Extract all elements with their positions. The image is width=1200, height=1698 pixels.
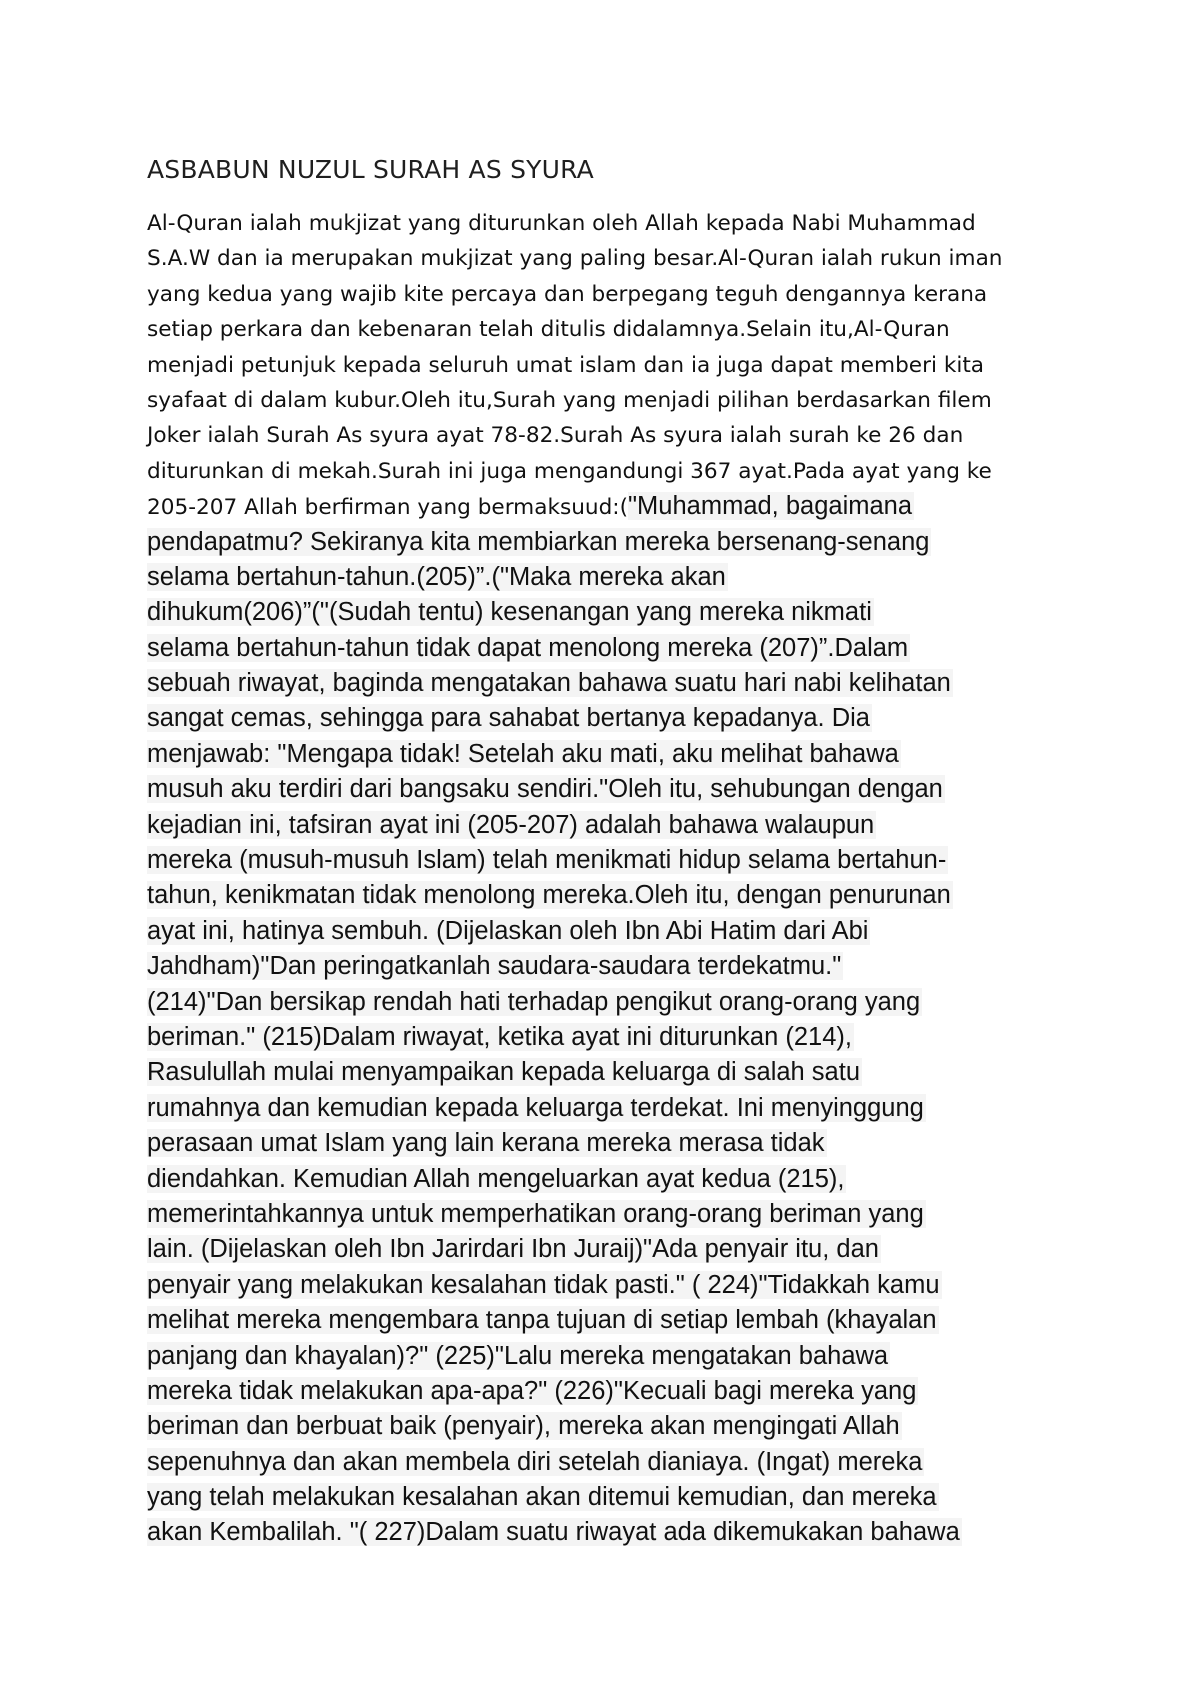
body-text-line: [147, 1445, 1157, 1480]
body-text-line: [147, 1055, 1157, 1090]
body-text-line: [147, 878, 1157, 913]
text-segment: musuh aku terdiri dari bangsaku sendiri."Oleh itu, sehubungan dengan: [147, 775, 943, 804]
text-segment: diendahkan. Kemudian Allah mengeluarkan ayat kedua (215),: [147, 1164, 845, 1193]
document-body: [147, 206, 1157, 1551]
text-segment: beriman dan berbuat baik (penyair), mereka akan mengingati Allah: [147, 1412, 900, 1441]
text-segment: sepenuhnya dan akan membela diri setelah dianiaya. (Ingat) mereka: [147, 1447, 923, 1476]
text-segment: menjadi petunjuk kepada seluruh umat islam dan ia juga dapat memberi kita: [147, 352, 985, 378]
body-text-line: [147, 454, 1157, 489]
body-text-line: [147, 1303, 1157, 1338]
body-text-line: [147, 418, 1157, 453]
text-segment: penyair yang melakukan kesalahan tidak pasti." ( 224)"Tidakkah kamu: [147, 1270, 940, 1299]
text-segment: Rasulullah mulai menyampaikan kepada keluarga di salah satu: [147, 1058, 861, 1087]
body-text-line: [147, 206, 1157, 241]
body-text-line: [147, 1409, 1157, 1444]
body-text-line: [147, 560, 1157, 595]
text-segment: Al-Quran ialah mukjizat yang diturunkan oleh Allah kepada Nabi Muhammad: [147, 211, 976, 236]
body-text-line: [147, 701, 1157, 736]
text-segment: pendapatmu? Sekiranya kita membiarkan mereka bersenang-senang: [147, 527, 930, 556]
body-text-line: [147, 737, 1157, 772]
text-segment: mereka tidak melakukan apa-apa?" (226)"Kecuali bagi mereka yang: [147, 1376, 917, 1405]
body-text-line: [147, 843, 1157, 878]
text-segment: memerintahkannya untuk memperhatikan orang-orang beriman yang: [147, 1199, 924, 1228]
text-segment: 205-207 Allah berfirman yang bermaksuud:(: [147, 495, 628, 521]
body-text-line: [147, 1480, 1157, 1515]
body-text-line: [147, 631, 1157, 666]
body-text-line: [147, 489, 1157, 524]
text-segment: yang telah melakukan kesalahan akan ditemui kemudian, dan mereka: [147, 1483, 937, 1512]
body-text-line: [147, 1374, 1157, 1409]
body-text-line: [147, 525, 1157, 560]
body-text-line: [147, 312, 1157, 347]
text-segment: syafaat di dalam kubur.Oleh itu,Surah yang menjadi pilihan berdasarkan filem: [147, 387, 992, 413]
body-text-line: [147, 985, 1157, 1020]
body-text-line: [147, 348, 1157, 383]
body-text-line: [147, 808, 1157, 843]
body-text-line: [147, 666, 1157, 701]
text-segment: S.A.W dan ia merupakan mukjizat yang paling besar.Al-Quran ialah rukun iman: [147, 246, 1003, 272]
text-segment: selama bertahun-tahun.(205)”.("Maka mereka akan: [147, 562, 726, 591]
text-segment: selama bertahun-tahun tidak dapat menolong mereka (207)”.Dalam: [147, 633, 909, 662]
text-segment: sangat cemas, sehingga para sahabat bertanya kepadanya. Dia: [147, 704, 870, 733]
body-text-line: [147, 1091, 1157, 1126]
body-text-line: [147, 1162, 1157, 1197]
text-segment: menjawab: "Mengapa tidak! Setelah aku mati, aku melihat bahawa: [147, 739, 899, 768]
body-text-line: [147, 1268, 1157, 1303]
text-segment: setiap perkara dan kebenaran telah ditulis didalamnya.Selain itu,Al-Quran: [147, 317, 950, 343]
body-text-line: [147, 1339, 1157, 1374]
body-text-line: [147, 241, 1157, 276]
body-text-line: [147, 277, 1157, 312]
body-text-line: [147, 1126, 1157, 1161]
text-segment: yang kedua yang wajib kite percaya dan berpegang teguh dengannya kerana: [147, 281, 988, 307]
body-text-line: [147, 1197, 1157, 1232]
body-text-line: [147, 772, 1157, 807]
text-segment: beriman." (215)Dalam riwayat, ketika ayat ini diturunkan (214),: [147, 1022, 852, 1051]
body-text-line: [147, 1232, 1157, 1267]
body-text-line: [147, 1515, 1157, 1550]
text-segment: Jahdham)"Dan peringatkanlah saudara-saudara terdekatmu.": [147, 952, 842, 981]
body-text-line: [147, 914, 1157, 949]
text-segment: rumahnya dan kemudian kepada keluarga terdekat. Ini menyinggung: [147, 1093, 924, 1122]
text-segment: diturunkan di mekah.Surah ini juga mengandungi 367 ayat.Pada ayat yang ke: [147, 458, 992, 484]
text-segment: ayat ini, hatinya sembuh. (Dijelaskan oleh Ibn Abi Hatim dari Abi: [147, 916, 869, 945]
body-text-line: [147, 949, 1157, 984]
body-text-line: [147, 1020, 1157, 1055]
text-segment: melihat mereka mengembara tanpa tujuan di setiap lembah (khayalan: [147, 1306, 937, 1335]
text-segment: akan Kembalilah. "( 227)Dalam suatu riwayat ada dikemukakan bahawa: [147, 1518, 960, 1547]
body-text-line: [147, 383, 1157, 418]
text-segment: perasaan umat Islam yang lain kerana mereka merasa tidak: [147, 1129, 825, 1158]
text-segment: "Muhammad, bagaimana: [628, 492, 913, 521]
text-segment: tahun, kenikmatan tidak menolong mereka.Oleh itu, dengan penurunan: [147, 881, 951, 910]
text-segment: mereka (musuh-musuh Islam) telah menikmati hidup selama bertahun-: [147, 846, 947, 875]
text-segment: kejadian ini, tafsiran ayat ini (205-207) adalah bahawa walaupun: [147, 810, 875, 839]
text-segment: dihukum(206)”("(Sudah tentu) kesenangan yang mereka nikmati: [147, 598, 872, 627]
text-segment: (214)"Dan bersikap rendah hati terhadap pengikut orang-orang yang: [147, 987, 921, 1016]
document-title: ASBABUN NUZUL SURAH AS SYURA: [147, 155, 594, 184]
text-segment: panjang dan khayalan)?" (225)"Lalu mereka mengatakan bahawa: [147, 1341, 889, 1370]
text-segment: sebuah riwayat, baginda mengatakan bahawa suatu hari nabi kelihatan: [147, 669, 951, 698]
body-text-line: [147, 595, 1157, 630]
text-segment: Joker ialah Surah As syura ayat 78-82.Surah As syura ialah surah ke 26 dan: [147, 423, 964, 449]
text-segment: lain. (Dijelaskan oleh Ibn Jarirdari Ibn Juraij)"Ada penyair itu, dan: [147, 1235, 879, 1264]
